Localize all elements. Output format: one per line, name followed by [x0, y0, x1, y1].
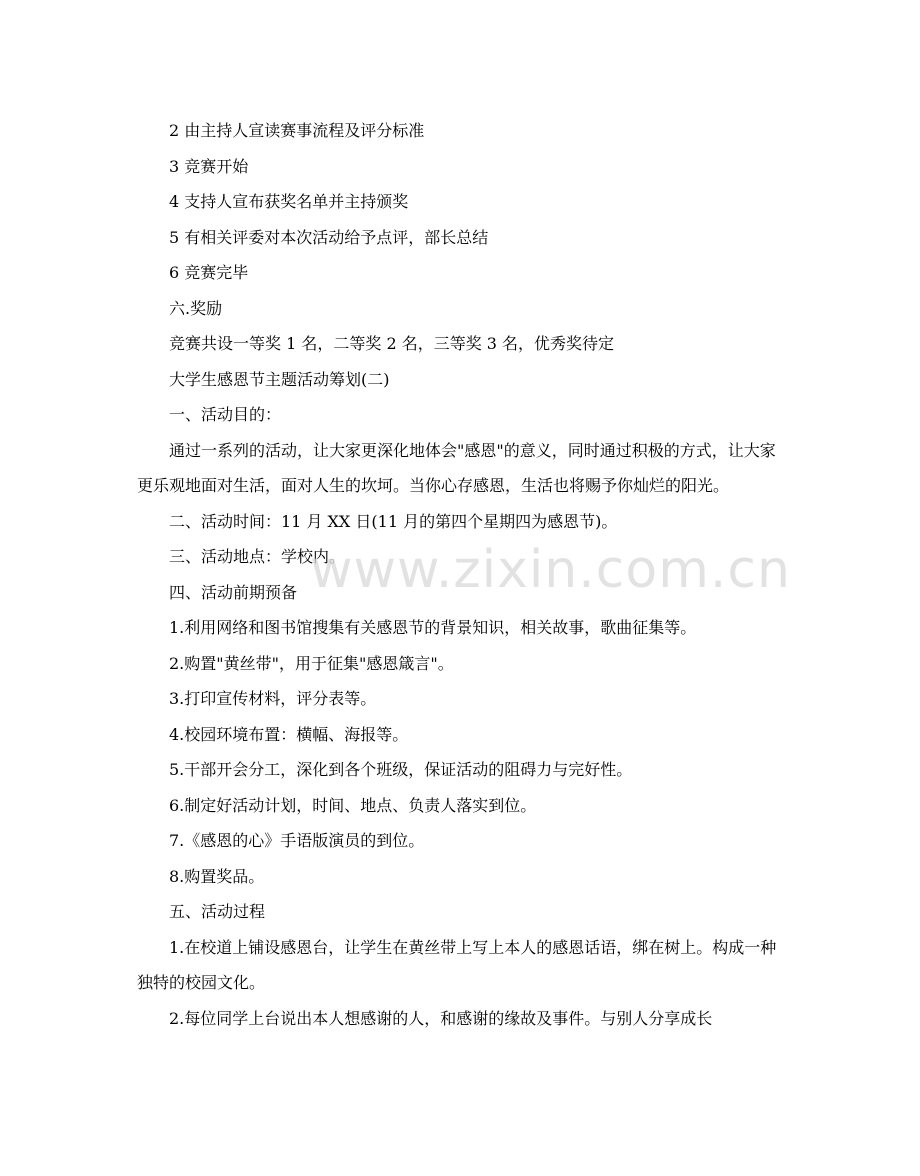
paragraph-location: 三、活动地点：学校内。	[169, 547, 346, 566]
heading-awards: 六.奖励	[169, 298, 223, 318]
list-item-prep-5: 5.干部开会分工，深化到各个班级，保证活动的阻碍力与完好性。	[169, 760, 633, 779]
paragraph-procedure-4: 4 支持人宣布获奖名单并主持颁奖	[169, 192, 409, 211]
paragraph-procedure-6: 6 竞赛完毕	[169, 263, 249, 282]
paragraph-time: 二、活动时间：11 月 XX 日(11 月的第四个星期四为感恩节)。	[169, 511, 618, 531]
paragraph-awards: 竞赛共设一等奖 1 名，二等奖 2 名，三等奖 3 名，优秀奖待定	[169, 334, 615, 353]
heading-process: 五、活动过程	[169, 902, 266, 921]
paragraph-procedure-5: 5 有相关评委对本次活动给予点评，部长总结	[169, 227, 489, 247]
list-item-prep-6: 6.制定好活动计划，时间、地点、负责人落实到位。	[169, 795, 537, 815]
watermark-logo: www.zixin.com.cn	[310, 540, 791, 600]
section-title: 大学生感恩节主题活动筹划(二)	[169, 369, 390, 389]
paragraph-purpose: 通过一系列的活动，让大家更深化地体会"感恩"的意义，同时通过积极的方式，让大家更乐观地面对生活，面对人生的坎坷。当你心存感恩，生活也将赐予你灿烂的阳光。	[137, 440, 776, 495]
paragraph-procedure-2: 2 由主持人宣读赛事流程及评分标准	[169, 121, 425, 140]
heading-preparation: 四、活动前期预备	[169, 582, 298, 602]
list-item-prep-8: 8.购置奖品。	[169, 866, 265, 886]
list-item-prep-3: 3.打印宣传材料，评分表等。	[169, 689, 377, 708]
heading-purpose: 一、活动目的：	[169, 405, 282, 424]
list-item-process-2: 2.每位同学上台说出本人想感谢的人，和感谢的缘故及事件。与别人分享成长	[169, 1008, 713, 1028]
list-item-process-1: 1.在校道上铺设感恩台，让学生在黄丝带上写上本人的感恩话语，绑在树上。构成一种独特的校园文化。	[137, 937, 777, 992]
list-item-prep-2: 2.购置"黄丝带"，用于征集"感恩箴言"。	[169, 653, 454, 673]
paragraph-procedure-3: 3 竞赛开始	[169, 156, 249, 176]
list-item-prep-1: 1.利用网络和图书馆搜集有关感恩节的背景知识，相关故事，歌曲征集等。	[169, 618, 697, 637]
list-item-prep-7: 7.《感恩的心》手语版演员的到位。	[169, 831, 425, 850]
document-body	[137, 113, 787, 1036]
list-item-prep-4: 4.校园环境布置：横幅、海报等。	[169, 724, 409, 744]
